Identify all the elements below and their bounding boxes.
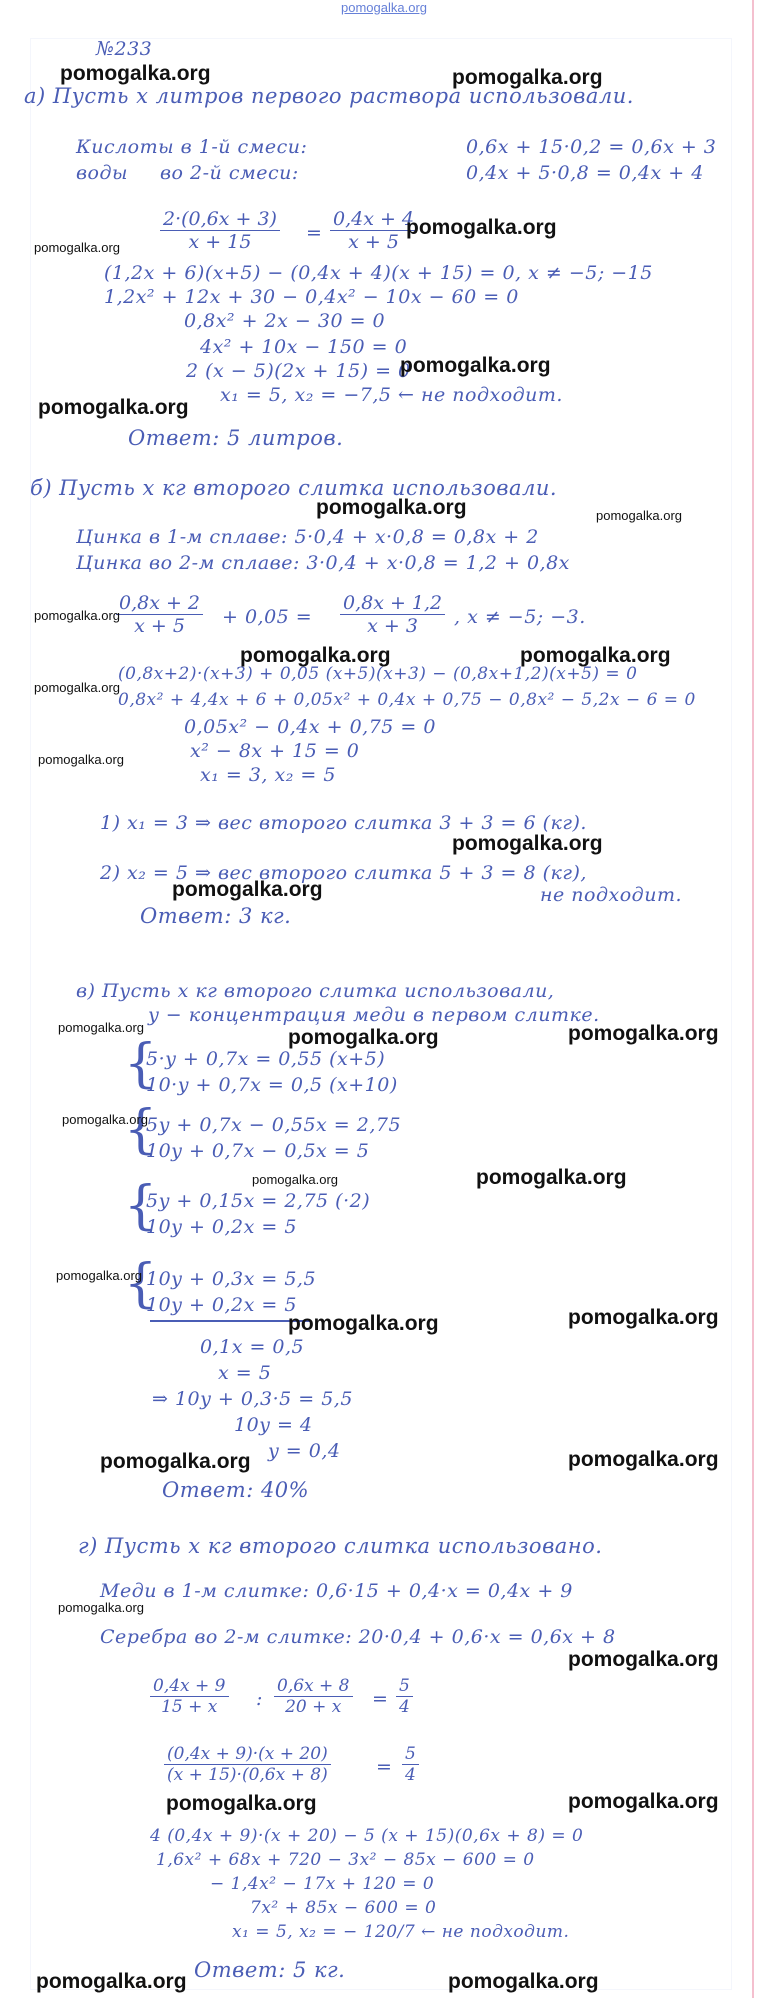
watermark: pomogalka.org <box>56 1268 142 1283</box>
part-b-roots: x₁ = 3, x₂ = 5 <box>200 764 336 786</box>
system-brace: { <box>124 1100 158 1160</box>
watermark: pomogalka.org <box>58 1600 144 1615</box>
watermark: pomogalka.org <box>34 240 120 255</box>
denominator: 4 <box>405 1765 416 1785</box>
part-c-intro: в) Пусть x кг второго слитка использовали, <box>76 980 555 1002</box>
part-b-step-4: x² − 8x + 15 = 0 <box>190 740 360 762</box>
denominator: x + 3 <box>367 615 418 637</box>
watermark: pomogalka.org <box>38 396 189 419</box>
part-b-case-2-note: не подходит. <box>540 884 683 906</box>
part-a-roots: x₁ = 5, x₂ = −7,5 ← не подходит. <box>220 384 563 406</box>
part-c-system1-eq1: 5·y + 0,7x = 0,55 (x+5) <box>146 1048 386 1070</box>
division-sign: : <box>256 1688 263 1710</box>
watermark: pomogalka.org <box>166 1792 317 1815</box>
numerator: 5 <box>396 1676 413 1697</box>
part-c-step-4: 10y = 4 <box>234 1414 313 1436</box>
watermark: pomogalka.org <box>252 1172 338 1187</box>
watermark: pomogalka.org <box>568 1306 719 1329</box>
watermark: pomogalka.org <box>36 1970 187 1993</box>
subtraction-line <box>150 1320 310 1322</box>
equals-sign: = <box>306 222 323 244</box>
numerator: 0,8x + 2 <box>116 592 203 615</box>
watermark: pomogalka.org <box>568 1790 719 1813</box>
watermark: pomogalka.org <box>172 878 323 901</box>
part-b-middle-term: + 0,05 = <box>222 606 313 628</box>
part-b-intro: б) Пусть x кг второго слитка использовали. <box>30 476 558 500</box>
watermark: pomogalka.org <box>406 216 557 239</box>
part-d-step-1: 4 (0,4x + 9)·(x + 20) − 5 (x + 15)(0,6x + 8) = 0 <box>150 1826 584 1846</box>
watermark: pomogalka.org <box>60 62 211 85</box>
part-c-system4-eq1: 10y + 0,3x = 5,5 <box>146 1268 317 1290</box>
part-a-answer: Ответ: 5 литров. <box>128 426 344 450</box>
watermark: pomogalka.org <box>288 1026 439 1049</box>
numerator: 0,4x + 4 <box>330 208 417 231</box>
watermark: pomogalka.org <box>58 1020 144 1035</box>
part-c-step-2: x = 5 <box>218 1362 272 1384</box>
system-brace: { <box>124 1034 158 1094</box>
watermark: pomogalka.org <box>62 1112 148 1127</box>
part-a-intro: а) Пусть x литров первого раствора использовали. <box>24 84 634 108</box>
watermark: pomogalka.org <box>520 644 671 667</box>
part-d-ratio <box>402 1744 419 1785</box>
part-a-step-3: 0,8x² + 2x − 30 = 0 <box>184 310 386 332</box>
denominator: 4 <box>399 1697 410 1717</box>
part-b-step-1: (0,8x+2)·(x+3) + 0,05 (x+5)(x+3) − (0,8x+1,2)(x+5) = 0 <box>118 664 638 684</box>
denominator: x + 5 <box>348 231 399 253</box>
part-d-step-4: 7x² + 85x − 600 = 0 <box>250 1898 437 1918</box>
watermark: pomogalka.org <box>452 66 603 89</box>
part-b-step-2: 0,8x² + 4,4x + 6 + 0,05x² + 0,4x + 0,75 − 0,8x² − 5,2x − 6 = 0 <box>118 690 696 710</box>
part-d-fraction-2 <box>274 1676 353 1717</box>
part-a-step-5: 2 (x − 5)(2x + 15) = 0 <box>186 360 411 382</box>
part-d-roots: x₁ = 5, x₂ = − 120/7 ← не подходит. <box>232 1922 570 1942</box>
part-d-fraction-3 <box>396 1676 413 1717</box>
watermark: pomogalka.org <box>448 1970 599 1993</box>
watermark: pomogalka.org <box>316 496 467 519</box>
watermark: pomogalka.org <box>568 1448 719 1471</box>
part-b-fraction-left <box>116 592 203 637</box>
part-a-acid-label: Кислоты в 1-й смеси: <box>76 136 308 158</box>
part-a-mix2-label: во 2-й смеси: <box>160 162 299 184</box>
watermark: pomogalka.org <box>34 608 120 623</box>
part-a-step-1: (1,2x + 6)(x+5) − (0,4x + 4)(x + 15) = 0, x ≠ −5; −15 <box>104 262 653 284</box>
system-brace: { <box>124 1176 158 1236</box>
part-a-step-4: 4x² + 10x − 150 = 0 <box>200 336 408 358</box>
part-c-system1-eq2: 10·y + 0,7x = 0,5 (x+10) <box>146 1074 398 1096</box>
watermark: pomogalka.org <box>288 1312 439 1335</box>
watermark: pomogalka.org <box>34 680 120 695</box>
part-d-fraction-1 <box>150 1676 229 1717</box>
numerator: 0,6x + 8 <box>274 1676 353 1697</box>
denominator: 20 + x <box>285 1697 342 1717</box>
part-a-step-2: 1,2x² + 12x + 30 − 0,4x² − 10x − 60 = 0 <box>104 286 519 308</box>
system-brace: { <box>124 1254 158 1314</box>
denominator: x + 15 <box>188 231 252 253</box>
watermark: pomogalka.org <box>596 508 682 523</box>
problem-number: №233 <box>96 38 153 60</box>
part-c-system3-eq2: 10y + 0,2x = 5 <box>146 1216 297 1238</box>
part-d-step-3: − 1,4x² − 17x + 120 = 0 <box>210 1874 435 1894</box>
part-c-system3-eq1: 5y + 0,15x = 2,75 (·2) <box>146 1190 371 1212</box>
watermark: pomogalka.org <box>452 832 603 855</box>
watermark: pomogalka.org <box>38 752 124 767</box>
part-b-fraction-right <box>340 592 445 637</box>
part-c-step-1: 0,1x = 0,5 <box>200 1336 305 1358</box>
notebook-margin-line <box>752 0 754 1998</box>
equals-sign: = <box>376 1756 393 1778</box>
watermark: pomogalka.org <box>568 1022 719 1045</box>
part-a-fraction-left <box>160 208 280 253</box>
part-a-water-expr: 0,4x + 5·0,8 = 0,4x + 4 <box>466 162 704 184</box>
part-d-silver: Серебра во 2-м слитке: 20·0,4 + 0,6·x = 0,6x + 8 <box>100 1626 616 1648</box>
numerator: 5 <box>402 1744 419 1765</box>
part-c-answer: Ответ: 40% <box>162 1478 310 1502</box>
site-link[interactable]: pomogalka.org <box>341 0 427 15</box>
part-b-step-3: 0,05x² − 0,4x + 0,75 = 0 <box>184 716 436 738</box>
numerator: (0,4x + 9)·(x + 20) <box>164 1744 331 1765</box>
part-b-zinc-2: Цинка во 2-м сплаве: 3·0,4 + x·0,8 = 1,2 + 0,8x <box>76 552 570 574</box>
part-c-step-3: ⇒ 10y + 0,3·5 = 5,5 <box>152 1388 353 1410</box>
part-c-system4-eq2: 10y + 0,2x = 5 <box>146 1294 297 1316</box>
part-d-product-fraction <box>164 1744 331 1785</box>
part-d-step-2: 1,6x² + 68x + 720 − 3x² − 85x − 600 = 0 <box>156 1850 535 1870</box>
part-c-system2-eq1: 5y + 0,7x − 0,55x = 2,75 <box>146 1114 402 1136</box>
watermark: pomogalka.org <box>476 1166 627 1189</box>
part-b-answer: Ответ: 3 кг. <box>140 904 292 928</box>
part-d-copper: Меди в 1-м слитке: 0,6·15 + 0,4·x = 0,4x + 9 <box>100 1580 573 1602</box>
numerator: 0,4x + 9 <box>150 1676 229 1697</box>
watermark: pomogalka.org <box>100 1450 251 1473</box>
part-b-condition: , x ≠ −5; −3. <box>454 606 586 628</box>
part-c-variable: y − концентрация меди в первом слитке. <box>148 1004 600 1026</box>
part-a-fraction-right <box>330 208 417 253</box>
part-a-acid-expr: 0,6x + 15·0,2 = 0,6x + 3 <box>466 136 717 158</box>
part-b-zinc-1: Цинка в 1-м сплаве: 5·0,4 + x·0,8 = 0,8x + 2 <box>76 526 539 548</box>
denominator: 15 + x <box>161 1697 218 1717</box>
numerator: 0,8x + 1,2 <box>340 592 445 615</box>
part-d-answer: Ответ: 5 кг. <box>194 1958 346 1982</box>
watermark: pomogalka.org <box>240 644 391 667</box>
watermark: pomogalka.org <box>568 1648 719 1671</box>
part-b-case-1: 1) x₁ = 3 ⇒ вес второго слитка 3 + 3 = 6 (кг). <box>100 812 587 834</box>
equals-sign: = <box>372 1688 389 1710</box>
numerator: 2·(0,6x + 3) <box>160 208 280 231</box>
watermark: pomogalka.org <box>400 354 551 377</box>
part-a-water-label: воды <box>76 162 129 184</box>
denominator: (x + 15)·(0,6x + 8) <box>167 1765 328 1785</box>
denominator: x + 5 <box>134 615 185 637</box>
part-c-step-5: y = 0,4 <box>268 1440 341 1462</box>
part-d-intro: г) Пусть x кг второго слитка использовано. <box>78 1534 603 1558</box>
part-b-case-2: 2) x₂ = 5 ⇒ вес второго слитка 5 + 3 = 8 (кг), <box>100 862 587 884</box>
part-c-system2-eq2: 10y + 0,7x − 0,5x = 5 <box>146 1140 370 1162</box>
